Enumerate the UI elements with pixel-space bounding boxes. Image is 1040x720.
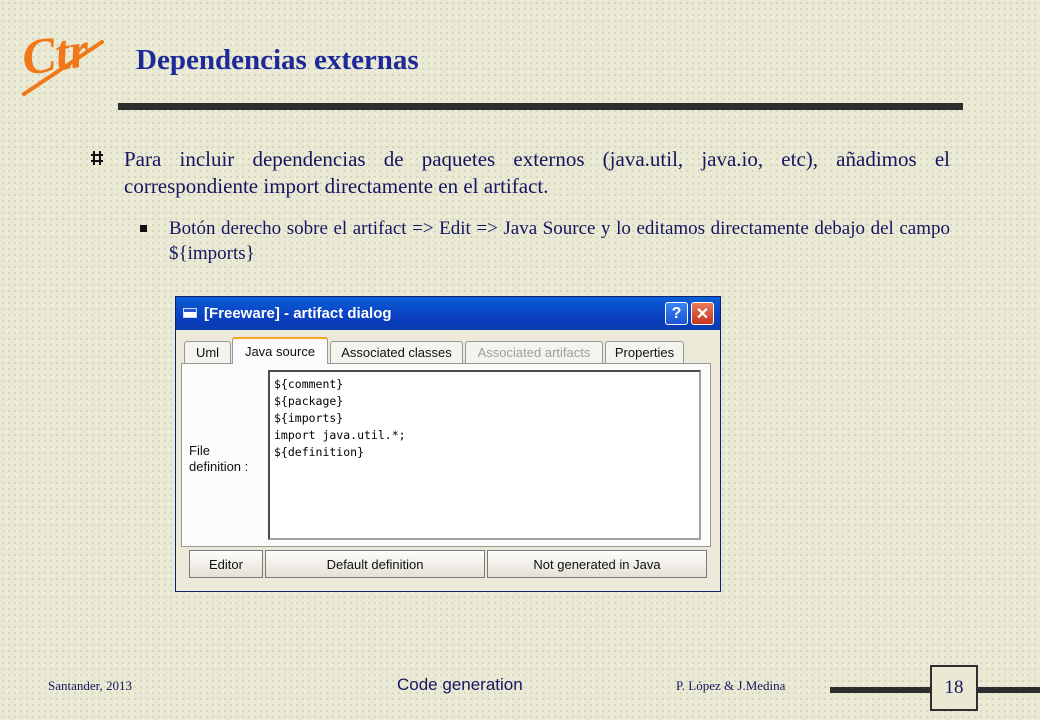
not-generated-button[interactable]: Not generated in Java <box>487 550 707 578</box>
slide-title: Dependencias externas <box>136 44 419 76</box>
dialog-title: [Freeware] - artifact dialog <box>204 305 392 322</box>
hash-bullet-icon <box>90 150 104 166</box>
footer-authors: P. López & J.Medina <box>676 678 786 693</box>
close-button[interactable]: ✕ <box>691 302 714 325</box>
logo-text: Ctr <box>18 21 93 86</box>
artifact-dialog <box>175 296 721 592</box>
tab-uml[interactable]: Uml <box>184 341 231 363</box>
window-icon <box>183 308 197 318</box>
footer-topic: Code generation <box>397 675 523 694</box>
code-line: ${imports} <box>274 411 344 425</box>
title-rule <box>118 103 963 110</box>
bullet-level2-text: Botón derecho sobre el artifact => Edit => Java Source y lo editamos directamente debajo del campo ${imports} <box>169 218 950 264</box>
code-line: ${comment} <box>274 377 344 391</box>
file-definition-textarea[interactable] <box>268 370 701 540</box>
footer-location: Santander, 2013 <box>48 678 132 693</box>
dialog-titlebar[interactable] <box>176 297 720 330</box>
help-button[interactable]: ? <box>665 302 688 325</box>
file-definition-label: File definition : <box>189 443 249 474</box>
page-number: 18 <box>930 665 978 711</box>
tab-java-source[interactable]: Java source <box>232 337 328 364</box>
bullet-level1-text: Para incluir dependencias de paquetes externos (java.util, java.io, etc), añadimos el correspondiente import directamente en el artifact. <box>124 147 950 198</box>
editor-button[interactable]: Editor <box>189 550 263 578</box>
bullet-level2 <box>140 216 950 266</box>
tab-strip <box>176 337 720 363</box>
square-bullet-icon <box>140 225 147 232</box>
ctr-logo <box>18 14 114 100</box>
default-definition-button[interactable]: Default definition <box>265 550 485 578</box>
code-line: import java.util.*; <box>274 428 406 442</box>
code-line: ${definition} <box>274 445 365 459</box>
bullet-level1 <box>90 146 950 200</box>
tab-associated-artifacts: Associated artifacts <box>465 341 603 363</box>
tab-properties[interactable]: Properties <box>605 341 684 363</box>
code-line: ${package} <box>274 394 344 408</box>
tab-associated-classes[interactable]: Associated classes <box>330 341 463 363</box>
